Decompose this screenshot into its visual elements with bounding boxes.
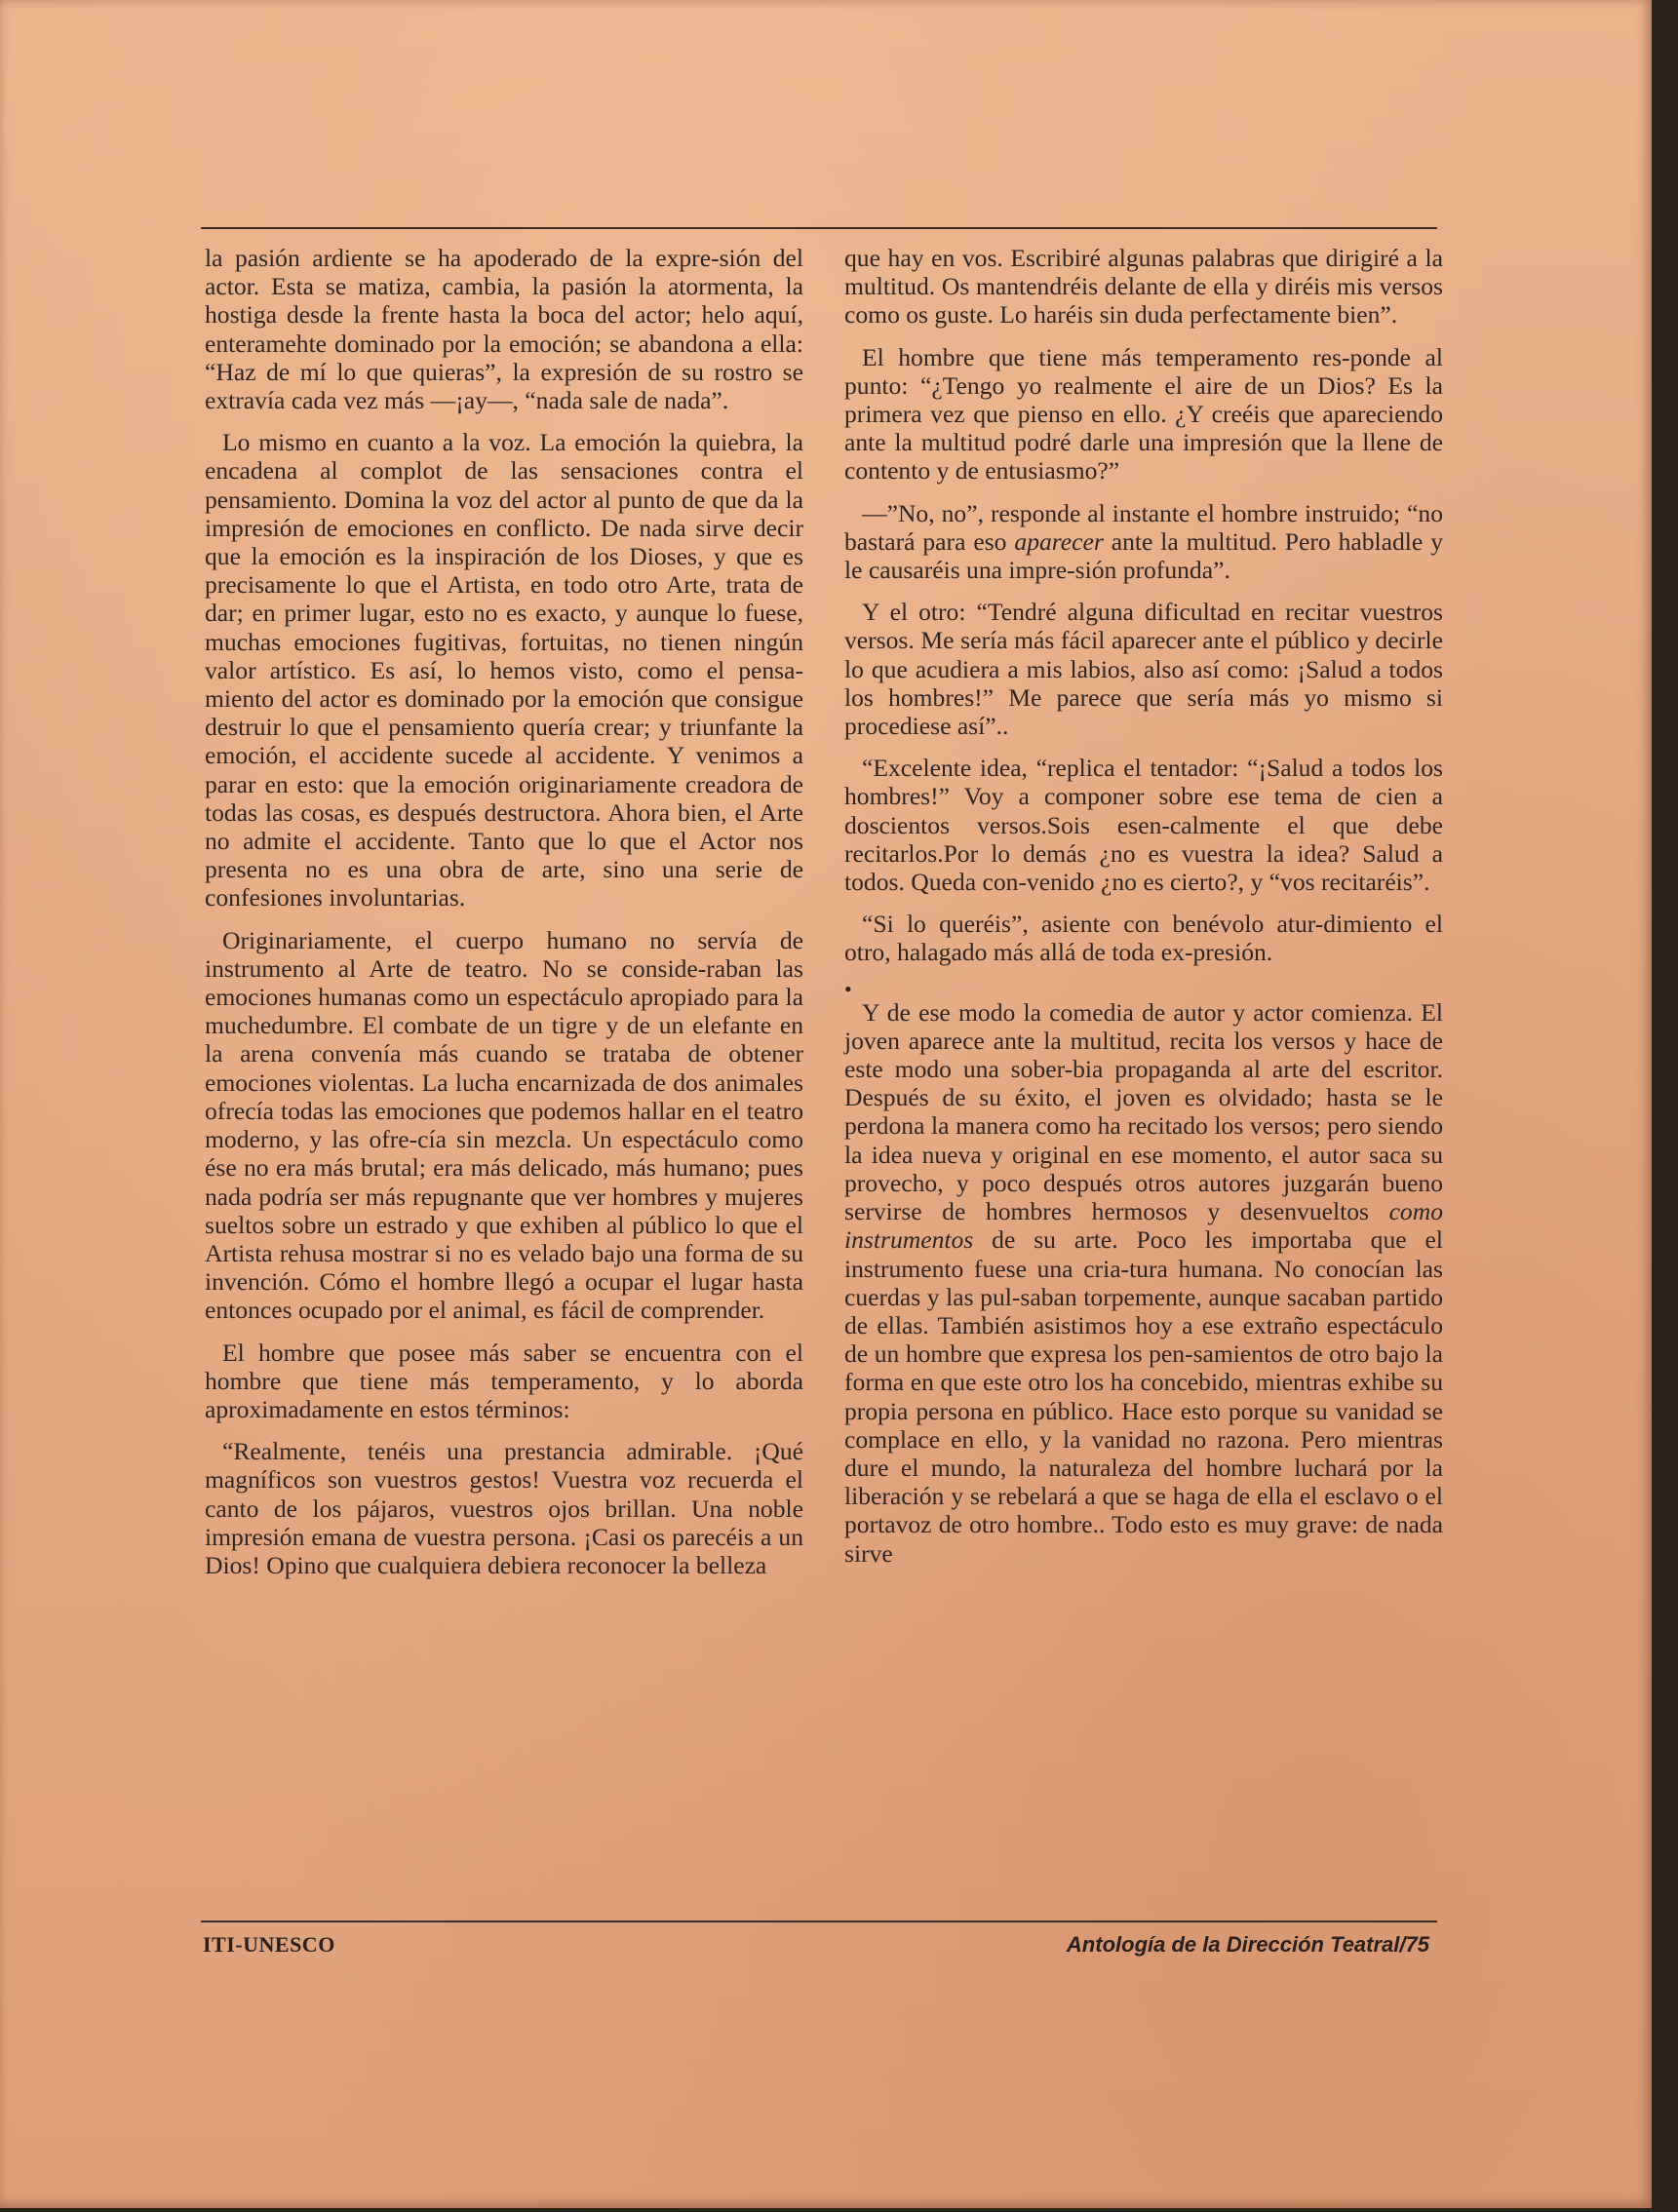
- right-column: [844, 244, 1443, 1581]
- right-paragraph-3-text-b: ante la multitud. Pero habladle y le causaréis una impre-sión profunda”.: [844, 526, 1443, 585]
- right-paragraph-4: Y el otro: “Tendré alguna dificultad en recitar vuestros versos. Me sería más fácil aparecer ante el público y decirle lo que acudiera a mis labios, also así como: ¡Salud a todos los hombres!” Me parece que sería más yo mismo si procediese así”..: [844, 598, 1443, 741]
- left-paragraph-3: Originariamente, el cuerpo humano no servía de instrumento al Arte de teatro. No se conside-raban las emociones humanas como un espectáculo apropiado para la muchedumbre. El combate de un tigre y de un elefante en la arena convenía más cuando se trataba de obtener emociones violentas. La lucha encarnizada de dos animales ofrecía todas las emociones que podemos hallar en el teatro moderno, y las ofre-cía sin mezcla. Un espectáculo como ése no era más brutal; era más delicado, más humano; pues nada podría ser más repugnante que ver hombres y mujeres sueltos sobre un estrado y que exhiben al público lo que el Artista rehusa mostrar si no es velado bajo una forma de su invención. Cómo el hombre llegó a ocupar el lugar hasta entonces ocupado por el animal, es fácil de comprender.: [205, 925, 803, 1325]
- footer-page-title: Antología de la Dirección Teatral/75: [1066, 1932, 1429, 1957]
- left-column: [205, 244, 803, 1593]
- right-paragraph-1: que hay en vos. Escribiré algunas palabras que dirigiré a la multitud. Os mantendréis delante de ella y diréis mis versos como os guste. Lo haréis sin duda perfectamente bien”.: [844, 244, 1443, 330]
- right-paragraph-3-text-a: —”No, no”, responde al instante el hombre instruido; “no bastará para eso: [844, 498, 1443, 556]
- right-paragraph-7: [844, 998, 1443, 1568]
- right-paragraph-7-text-b: de su arte. Poco les importaba que el instrumento fuese una cria-tura humana. No conocían las cuerdas y las pul-saban torpemente, aunque sacaban partido de ellas. También asistimos hoy a ese extraño espectáculo de un hombre que expresa los pen-samientos de otro bajo la forma en que este otro los ha concebido, mientras exhibe su propia persona en público. Hace esto porque su vanidad se complace en ello, y la vanidad no razona. Pero mientras dure el mundo, la naturaleza del hombre luchará por la liberación y se rebelará a que se haga de ella el esclavo o el portavoz de otro hombre.. Todo esto es muy grave: de nada sirve: [844, 1225, 1443, 1568]
- right-paragraph-7-emphasis: como instrumentos: [844, 1197, 1443, 1255]
- left-paragraph-2: Lo mismo en cuanto a la voz. La emoción la quiebra, la encadena al complot de las sensaciones contra el pensamiento. Domina la voz del actor al punto de que da la impresión de emociones en conflicto. De nada sirve decir que la emoción es la inspiración de los Dioses, y que es precisamente lo que el Artista, en todo otro Arte, trata de dar; en primer lugar, esto no es exacto, y aunque lo fuese, muchas emociones fugitivas, fortuitas, no tienen ningún valor artístico. Es así, lo hemos visto, como el pensa-miento del actor es dominado por la emoción que consigue destruir lo que el pensamiento quería crear; y triunfante la emoción, el accidente sucede al accidente. Y venimos a parar en esto: que la emoción originariamente creadora de todas las cosas, es después destructora. Ahora bien, el Arte no admite el accidente. Tanto que lo que el Actor nos presenta no es una obra de arte, sino una serie de confesiones involuntarias.: [205, 428, 803, 912]
- footer-publisher: ITI-UNESCO: [203, 1932, 335, 1957]
- bottom-rule: [201, 1921, 1437, 1922]
- right-paragraph-3: [844, 499, 1443, 585]
- left-paragraph-5: “Realmente, tenéis una prestancia admirable. ¡Qué magníficos son vuestros gestos! Vuestra voz recuerda el canto de los pájaros, vuestros ojos brillan. Una noble impresión emana de vuestra persona. ¡Casi os parecéis a un Dios! Opino que cualquiera debiera reconocer la belleza: [205, 1437, 803, 1579]
- left-paragraph-1: la pasión ardiente se ha apoderado de la expre-sión del actor. Esta se matiza, cambia, la pasión la atormenta, la hostiga desde la frente hasta la boca del actor; helo aquí, enteramehte dominado por la emoción; se abandona a ella: “Haz de mí lo que quieras”, la expresión de su rostro se extravía cada vez más —¡ay—, “nada sale de nada”.: [205, 244, 803, 415]
- top-rule: [201, 227, 1437, 229]
- right-paragraph-3-emphasis: aparecer: [1014, 526, 1104, 556]
- section-bullet: •: [844, 976, 852, 1001]
- right-paragraph-7-text-a: Y de ese modo la comedia de autor y actor comienza. El joven aparece ante la multitud, recita los versos y hace de este modo una sober-bia propaganda al arte del escritor. Después de su éxito, el joven es olvidado; hasta se le perdona la manera como ha recitado los versos; pero siendo la idea nueva y original en ese momento, el autor saca su provecho, y poco después otros autores juzgarán bueno servirse de hombres hermosos y desenvueltos: [844, 997, 1443, 1226]
- right-paragraph-6: “Si lo queréis”, asiente con benévolo atur-dimiento el otro, halagado más allá de toda ex-presión.: [844, 910, 1443, 967]
- right-paragraph-2: El hombre que tiene más temperamento res-ponde al punto: “¿Tengo yo realmente el aire de un Dios? Es la primera vez que pienso en ello. ¿Y creéis que apareciendo ante la multitud podré darle una impresión que la llene de contento y de entusiasmo?”: [844, 342, 1443, 485]
- left-paragraph-4: El hombre que posee más saber se encuentra con el hombre que tiene más temperamento, y lo aborda aproximadamente en estos términos:: [205, 1338, 803, 1423]
- right-paragraph-5: “Excelente idea, “replica el tentador: “¡Salud a todos los hombres!” Voy a componer sobre ese tema de cien a doscientos versos.Sois esen-calmente el que debe recitarlos.Por lo demás ¿no es vuestra la idea? Salud a todos. Queda con-venido ¿no es cierto?, y “vos recitaréis”.: [844, 754, 1443, 897]
